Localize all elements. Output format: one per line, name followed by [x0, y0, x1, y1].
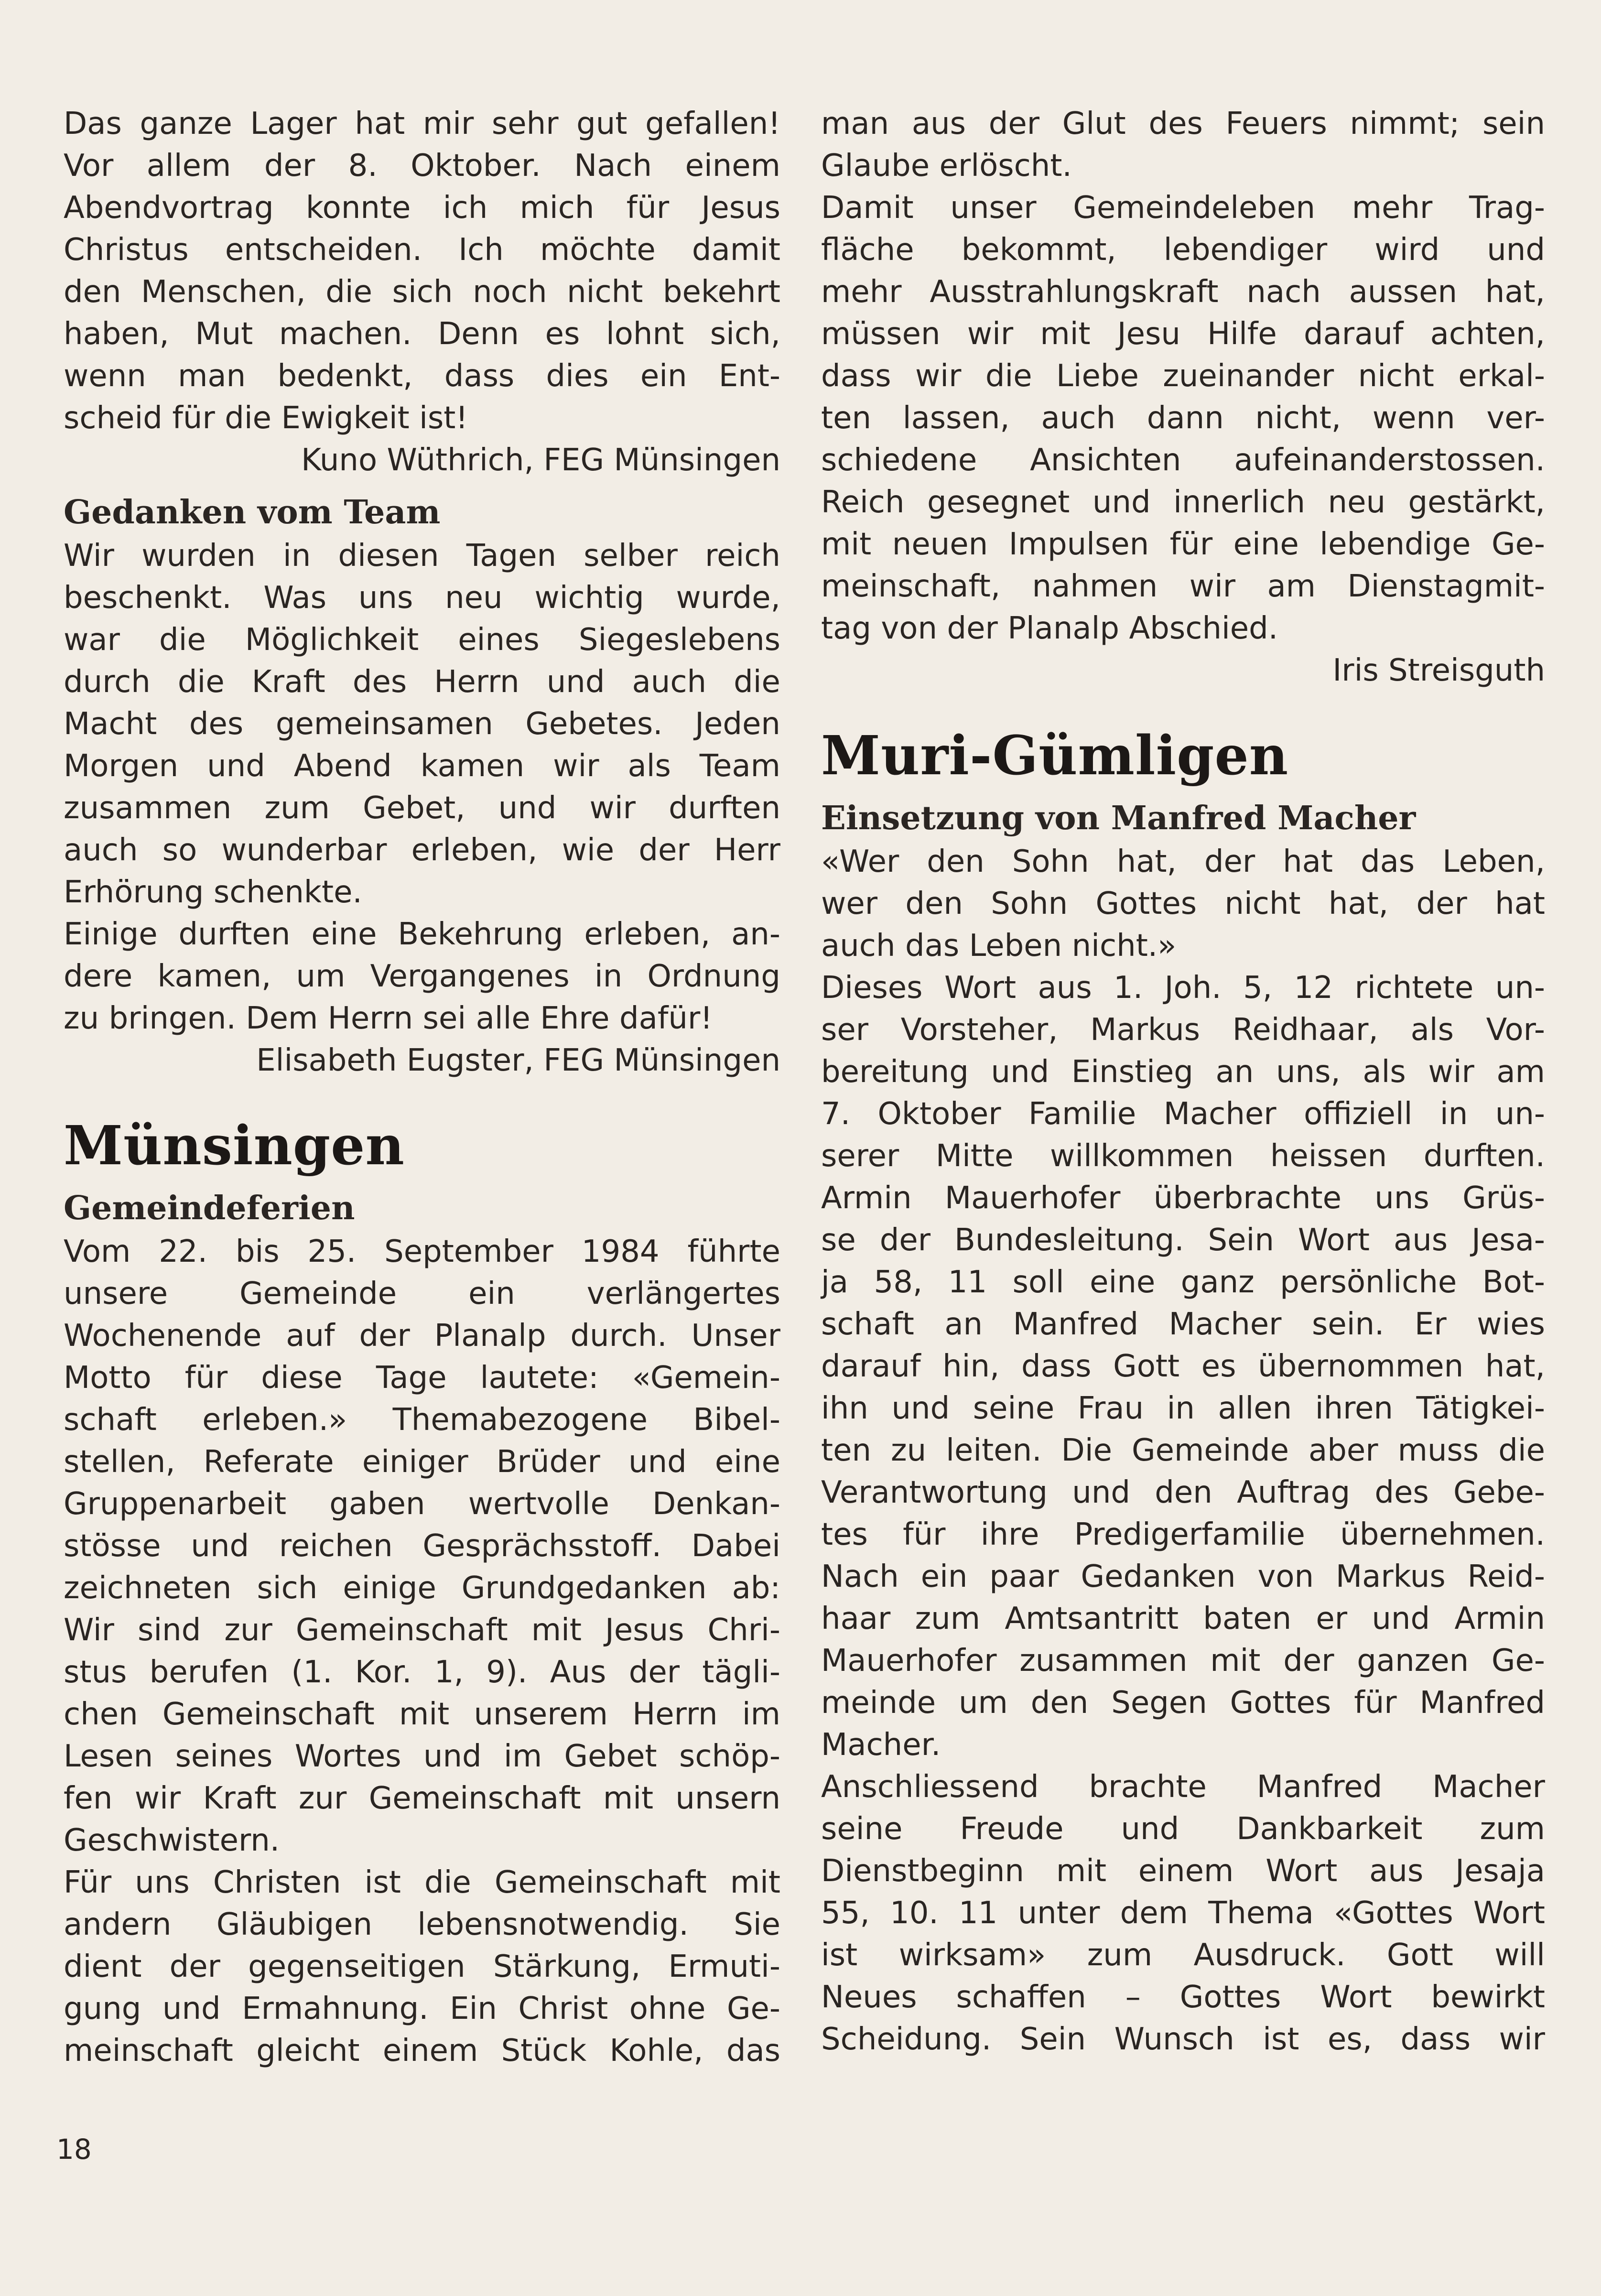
text-line: andern Gläubigen lebensnotwendig. Sie [64, 1907, 780, 1942]
text-line: Mauerhofer zusammen mit der ganzen Ge- [821, 1643, 1545, 1679]
einsetzung-body [821, 841, 1545, 2060]
text-line: Dieses Wort aus 1. Joh. 5, 12 richtete un- [821, 970, 1545, 1006]
text-line: Das ganze Lager hat mir sehr gut gefallen! [64, 106, 780, 141]
text-line: Vor allem der 8. Oktober. Nach einem [64, 148, 780, 184]
text-line: ten lassen, auch dann nicht, wenn ver- [821, 401, 1545, 436]
text-line: auch so wunderbar erleben, wie der Herr [64, 833, 780, 868]
signature-iris: Iris Streisguth [1332, 653, 1545, 688]
text-line: meinschaft gleicht einem Stück Kohle, das [64, 2033, 780, 2069]
text-line: Glaube erlöscht. [821, 148, 1072, 184]
text-line: fläche bekommt, lebendiger wird und [821, 232, 1545, 268]
text-line: Lesen seines Wortes und im Gebet schöp- [64, 1739, 780, 1774]
text-line: Macher. [821, 1727, 941, 1763]
text-line: «Wer den Sohn hat, der hat das Leben, [821, 844, 1545, 879]
text-line: Für uns Christen ist die Gemeinschaft mit [64, 1865, 780, 1900]
text-line: wenn man bedenkt, dass dies ein Ent- [64, 358, 780, 394]
team-thoughts-body [64, 535, 780, 1040]
text-line: zeichneten sich einige Grundgedanken ab: [64, 1570, 780, 1606]
section-muri-guemligen [821, 725, 1545, 2060]
text-line: ten zu leiten. Die Gemeinde aber muss die [821, 1433, 1545, 1468]
text-line: ist wirksam» zum Ausdruck. Gott will [821, 1938, 1545, 1973]
text-line: stellen, Referate einiger Brüder und eine [64, 1444, 780, 1480]
section-title-muri-guemligen: Muri-Gümligen [821, 725, 1289, 787]
text-line: war die Möglichkeit eines Siegeslebens [64, 622, 780, 658]
text-line: mehr Ausstrahlungskraft nach aussen hat, [821, 274, 1545, 310]
text-line: Christus entscheiden. Ich möchte damit [64, 232, 780, 268]
text-line: darauf hin, dass Gott es übernommen hat, [821, 1349, 1545, 1384]
text-line: Geschwistern. [64, 1823, 280, 1858]
text-line: chen Gemeinschaft mit unserem Herrn im [64, 1697, 780, 1732]
text-line: Wochenende auf der Planalp durch. Unser [64, 1318, 780, 1354]
text-line: schiedene Ansichten aufeinanderstossen. [821, 443, 1545, 478]
text-line: seine Freude und Dankbarkeit zum [821, 1811, 1545, 1847]
subheading-einsetzung: Einsetzung von Manfred Macher [821, 799, 1416, 837]
right-column [821, 103, 1545, 2060]
left-column [64, 103, 780, 2072]
text-line: serer Mitte willkommen heissen durften. [821, 1138, 1545, 1174]
muensingen-continued-body [821, 103, 1545, 650]
text-line: 7. Oktober Familie Macher offiziell in un- [821, 1096, 1545, 1132]
text-line: Wir wurden in diesen Tagen selber reich [64, 538, 780, 574]
text-line: Wir sind zur Gemeinschaft mit Jesus Chri- [64, 1613, 780, 1648]
text-line: Erhörung schenkte. [64, 875, 362, 910]
gemeindeferien-body [64, 1231, 780, 2072]
text-line: haben, Mut machen. Denn es lohnt sich, [64, 316, 780, 352]
text-line: tes für ihre Predigerfamilie übernehmen. [821, 1517, 1545, 1552]
text-line: Morgen und Abend kamen wir als Team [64, 748, 780, 784]
team-thoughts [64, 491, 780, 1082]
text-line: Reich gesegnet und innerlich neu gestärkt, [821, 485, 1545, 520]
signature-elisabeth: Elisabeth Eugster, FEG Münsingen [256, 1043, 780, 1078]
text-line: Scheidung. Sein Wunsch ist es, dass wir [821, 2022, 1545, 2057]
text-line: Motto für diese Tage lautete: «Gemein- [64, 1360, 780, 1396]
text-line: beschenkt. Was uns neu wichtig wurde, [64, 580, 780, 616]
text-line: ser Vorsteher, Markus Reidhaar, als Vor- [821, 1012, 1545, 1048]
text-line: Gruppenarbeit gaben wertvolle Denkan- [64, 1486, 780, 1522]
text-line: Verantwortung und den Auftrag des Gebe- [821, 1475, 1545, 1510]
text-line: dere kamen, um Vergangenes in Ordnung [64, 959, 780, 994]
text-line: Anschliessend brachte Manfred Macher [821, 1769, 1545, 1805]
text-line: scheid für die Ewigkeit ist! [64, 401, 468, 436]
signature-kuno: Kuno Wüthrich, FEG Münsingen [301, 443, 780, 478]
text-line: dient der gegenseitigen Stärkung, Ermuti- [64, 1949, 780, 1984]
text-line: stösse und reichen Gesprächsstoff. Dabei [64, 1528, 780, 1564]
text-line: den Menschen, die sich noch nicht bekehrt [64, 274, 780, 310]
page-number: 18 [56, 2133, 92, 2166]
text-line: meinde um den Segen Gottes für Manfred [821, 1685, 1545, 1721]
text-line: wer den Sohn Gottes nicht hat, der hat [821, 886, 1545, 921]
text-line: Macht des gemeinsamen Gebetes. Jeden [64, 706, 780, 742]
text-line: Abendvortrag konnte ich mich für Jesus [64, 190, 780, 226]
text-line: Neues schaffen – Gottes Wort bewirkt [821, 1980, 1545, 2015]
text-line: man aus der Glut des Feuers nimmt; sein [821, 106, 1545, 141]
subheading-gemeindeferien: Gemeindeferien [64, 1189, 355, 1227]
text-line: bereitung und Einstieg an uns, als wir am [821, 1054, 1545, 1090]
text-line: müssen wir mit Jesu Hilfe darauf achten, [821, 316, 1545, 352]
text-line: Nach ein paar Gedanken von Markus Reid- [821, 1559, 1545, 1594]
section-title-muensingen: Münsingen [64, 1115, 405, 1177]
text-line: zusammen zum Gebet, und wir durften [64, 791, 780, 826]
text-line: Damit unser Gemeindeleben mehr Trag- [821, 190, 1545, 226]
text-line: meinschaft, nahmen wir am Dienstagmit- [821, 569, 1545, 604]
text-line: ihn und seine Frau in allen ihren Tätigkei- [821, 1391, 1545, 1426]
testimony-kuno-body [64, 103, 780, 439]
testimony-kuno [64, 103, 780, 481]
text-line: dass wir die Liebe zueinander nicht erkal- [821, 358, 1545, 394]
text-line: Armin Mauerhofer überbrachte uns Grüs- [821, 1180, 1545, 1216]
text-line: schaft an Manfred Macher sein. Er wies [821, 1307, 1545, 1342]
text-line: auch das Leben nicht.» [821, 928, 1177, 964]
section-muensingen [64, 1115, 780, 2072]
text-line: tag von der Planalp Abschied. [821, 611, 1278, 646]
text-line: fen wir Kraft zur Gemeinschaft mit unsern [64, 1781, 780, 1816]
subheading-team-thoughts: Gedanken vom Team [64, 493, 441, 531]
text-line: mit neuen Impulsen für eine lebendige Ge- [821, 527, 1545, 562]
text-line: Vom 22. bis 25. September 1984 führte [64, 1234, 780, 1269]
text-line: stus berufen (1. Kor. 1, 9). Aus der tägli- [64, 1655, 780, 1690]
text-line: durch die Kraft des Herrn und auch die [64, 664, 780, 700]
text-line: gung und Ermahnung. Ein Christ ohne Ge- [64, 1991, 780, 2026]
text-line: zu bringen. Dem Herrn sei alle Ehre dafür! [64, 1001, 713, 1036]
text-line: se der Bundesleitung. Sein Wort aus Jesa- [821, 1223, 1545, 1258]
text-line: Dienstbeginn mit einem Wort aus Jesaja [821, 1853, 1545, 1889]
muensingen-continued [821, 103, 1545, 692]
text-line: haar zum Amtsantritt baten er und Armin [821, 1601, 1545, 1636]
text-line: unsere Gemeinde ein verlängertes [64, 1276, 780, 1311]
text-line: 55, 10. 11 unter dem Thema «Gottes Wort [821, 1895, 1545, 1931]
text-line: schaft erleben.» Themabezogene Bibel- [64, 1402, 780, 1438]
text-line: Einige durften eine Bekehrung erleben, an- [64, 917, 780, 952]
text-line: ja 58, 11 soll eine ganz persönliche Bot- [821, 1265, 1545, 1300]
